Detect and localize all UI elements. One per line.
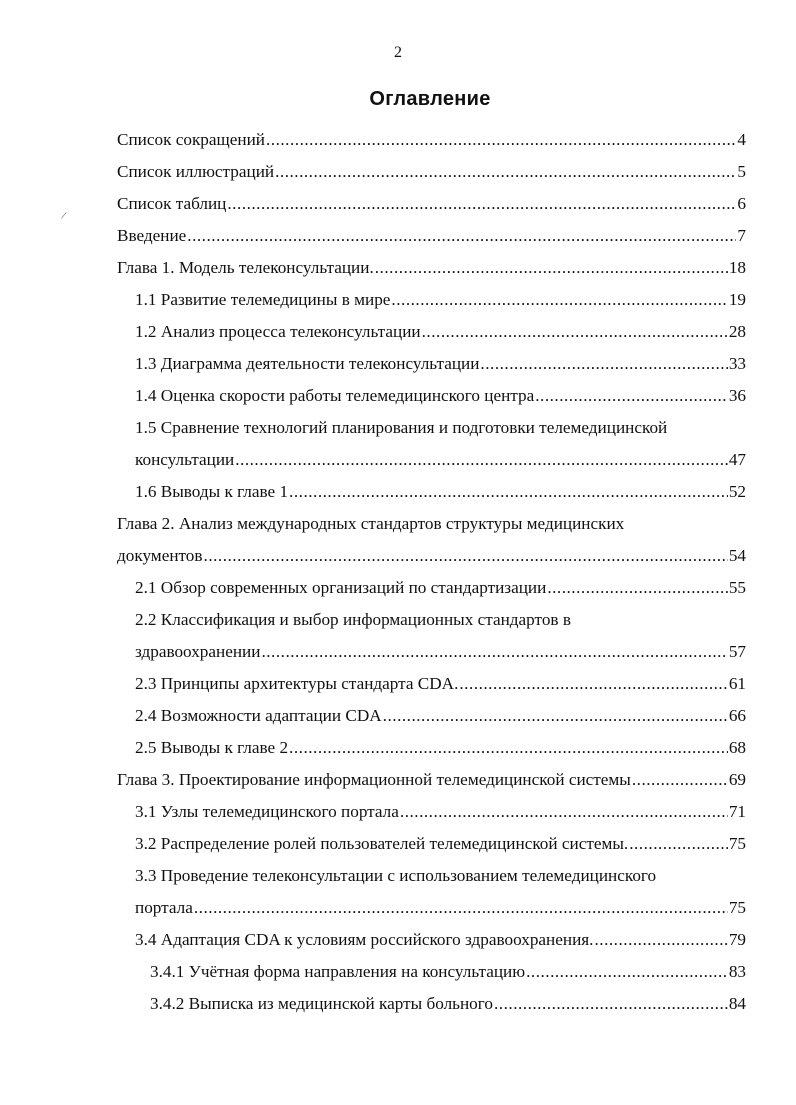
toc-entry-page: 57 [728, 642, 746, 661]
toc-leader-dots [235, 444, 728, 476]
toc-leader-dots [261, 636, 727, 668]
toc-entry-title: 2.1 Обзор современных организаций по стандартизации [135, 578, 547, 597]
toc-leader-dots [383, 700, 728, 732]
toc-entry-page: 66 [728, 706, 746, 725]
toc-entry-title: портала [135, 898, 193, 917]
toc-entry-title: 3.4.1 Учётная форма направления на консультацию [150, 962, 526, 981]
toc-leader-dots [391, 284, 727, 316]
toc-leader-dots [227, 188, 736, 220]
toc-entry-title: документов [117, 546, 203, 565]
toc-entry-page: 68 [728, 738, 746, 757]
toc-entry-title: 3.2 Распределение ролей пользователей телемедицинской системы. [135, 834, 629, 853]
toc-entry-page: 61 [728, 674, 746, 693]
toc-leader-dots [289, 476, 728, 508]
toc-entry-page: 55 [728, 578, 746, 597]
page-number: 2 [394, 44, 402, 61]
toc-entry-title: Список иллюстраций [117, 162, 275, 181]
toc-entry-title: 3.4 Адаптация CDA к условиям российского здравоохранения. [135, 930, 594, 949]
toc-leader-dots [459, 668, 727, 700]
toc-entry-page: 28 [728, 322, 746, 341]
toc-entry-page: 84 [728, 994, 746, 1013]
toc-entry-page: 19 [728, 290, 746, 309]
toc-entry-title: 1.2 Анализ процесса телеконсультации [135, 322, 421, 341]
toc-leader-dots [275, 156, 736, 188]
toc-leader-dots [629, 828, 728, 860]
toc-leader-dots [204, 540, 728, 572]
toc-leader-dots [632, 764, 728, 796]
toc-entry-title: 1.3 Диаграмма деятельности телеконсультации [135, 354, 480, 373]
toc-leader-dots [535, 380, 728, 412]
toc-entry-title: 2.5 Выводы к главе 2 [135, 738, 289, 757]
toc-leader-dots [194, 892, 728, 924]
toc-entry-title-line1: 3.3 Проведение телеконсультации с использованием телемедицинского [135, 866, 657, 885]
toc-leader-dots [400, 796, 728, 828]
stray-pen-mark: / [60, 209, 68, 223]
toc-entry-page: 69 [728, 770, 746, 789]
toc-entry-page: 75 [728, 898, 746, 917]
toc-entry-page: 79 [728, 930, 746, 949]
toc-entry-title-line1: 1.5 Сравнение технологий планирования и подготовки телемедицинской [135, 418, 668, 437]
page-title: Оглавление [369, 88, 491, 110]
toc-leader-dots [494, 988, 728, 1020]
toc-entry-title: 1.6 Выводы к главе 1 [135, 482, 289, 501]
toc-entry-page: 6 [737, 194, 746, 213]
toc-leader-dots [422, 316, 728, 348]
toc-leader-dots [289, 732, 728, 764]
toc-entry-title-line1: 2.2 Классификация и выбор информационных стандартов в [135, 610, 571, 629]
toc-entry-page: 71 [728, 802, 746, 821]
toc-entry-title-line1: Глава 2. Анализ международных стандартов структуры медицинских [117, 514, 625, 533]
toc-entry-page: 75 [728, 834, 746, 853]
toc-entry-title: 2.4 Возможности адаптации CDA [135, 706, 382, 725]
toc-entry-title: Введение [117, 226, 187, 245]
toc-leader-dots [526, 956, 728, 988]
toc-entry-title: 1.4 Оценка скорости работы телемедицинского центра [135, 386, 535, 405]
toc-entry-page: 18 [728, 258, 746, 277]
toc-entry-title: 1.1 Развитие телемедицины в мире [135, 290, 391, 309]
toc-leader-dots [187, 220, 736, 252]
toc-leader-dots [375, 252, 728, 284]
toc-entry-page: 4 [737, 130, 746, 149]
toc-entry-title: здравоохранении [135, 642, 261, 661]
toc-entry-title: Глава 1. Модель телеконсультации. [117, 258, 374, 277]
toc-leader-dots [480, 348, 727, 380]
toc-entry-page: 83 [728, 962, 746, 981]
toc-entry-page: 5 [737, 162, 746, 181]
toc-leader-dots [594, 924, 727, 956]
toc-entry-title: 3.4.2 Выписка из медицинской карты больного [150, 994, 493, 1013]
toc-entry-title: Список таблиц [117, 194, 227, 213]
toc-entry-title: 3.1 Узлы телемедицинского портала [135, 802, 399, 821]
toc-entry-page: 54 [728, 546, 746, 565]
toc-entry-title: консультации [135, 450, 235, 469]
toc-entry-page: 52 [728, 482, 746, 501]
toc-leader-dots [547, 572, 728, 604]
toc-entry-page: 36 [728, 386, 746, 405]
toc-entry-title: Глава 3. Проектирование информационной телемедицинской системы [117, 770, 631, 789]
toc-entry-page: 7 [737, 226, 746, 245]
toc-leader-dots [266, 124, 736, 156]
toc-entry-title: 2.3 Принципы архитектуры стандарта CDA. [135, 674, 459, 693]
toc-entry-title: Список сокращений [117, 130, 265, 149]
toc-entry-page: 47 [728, 450, 746, 469]
toc-entry-page: 33 [728, 354, 746, 373]
